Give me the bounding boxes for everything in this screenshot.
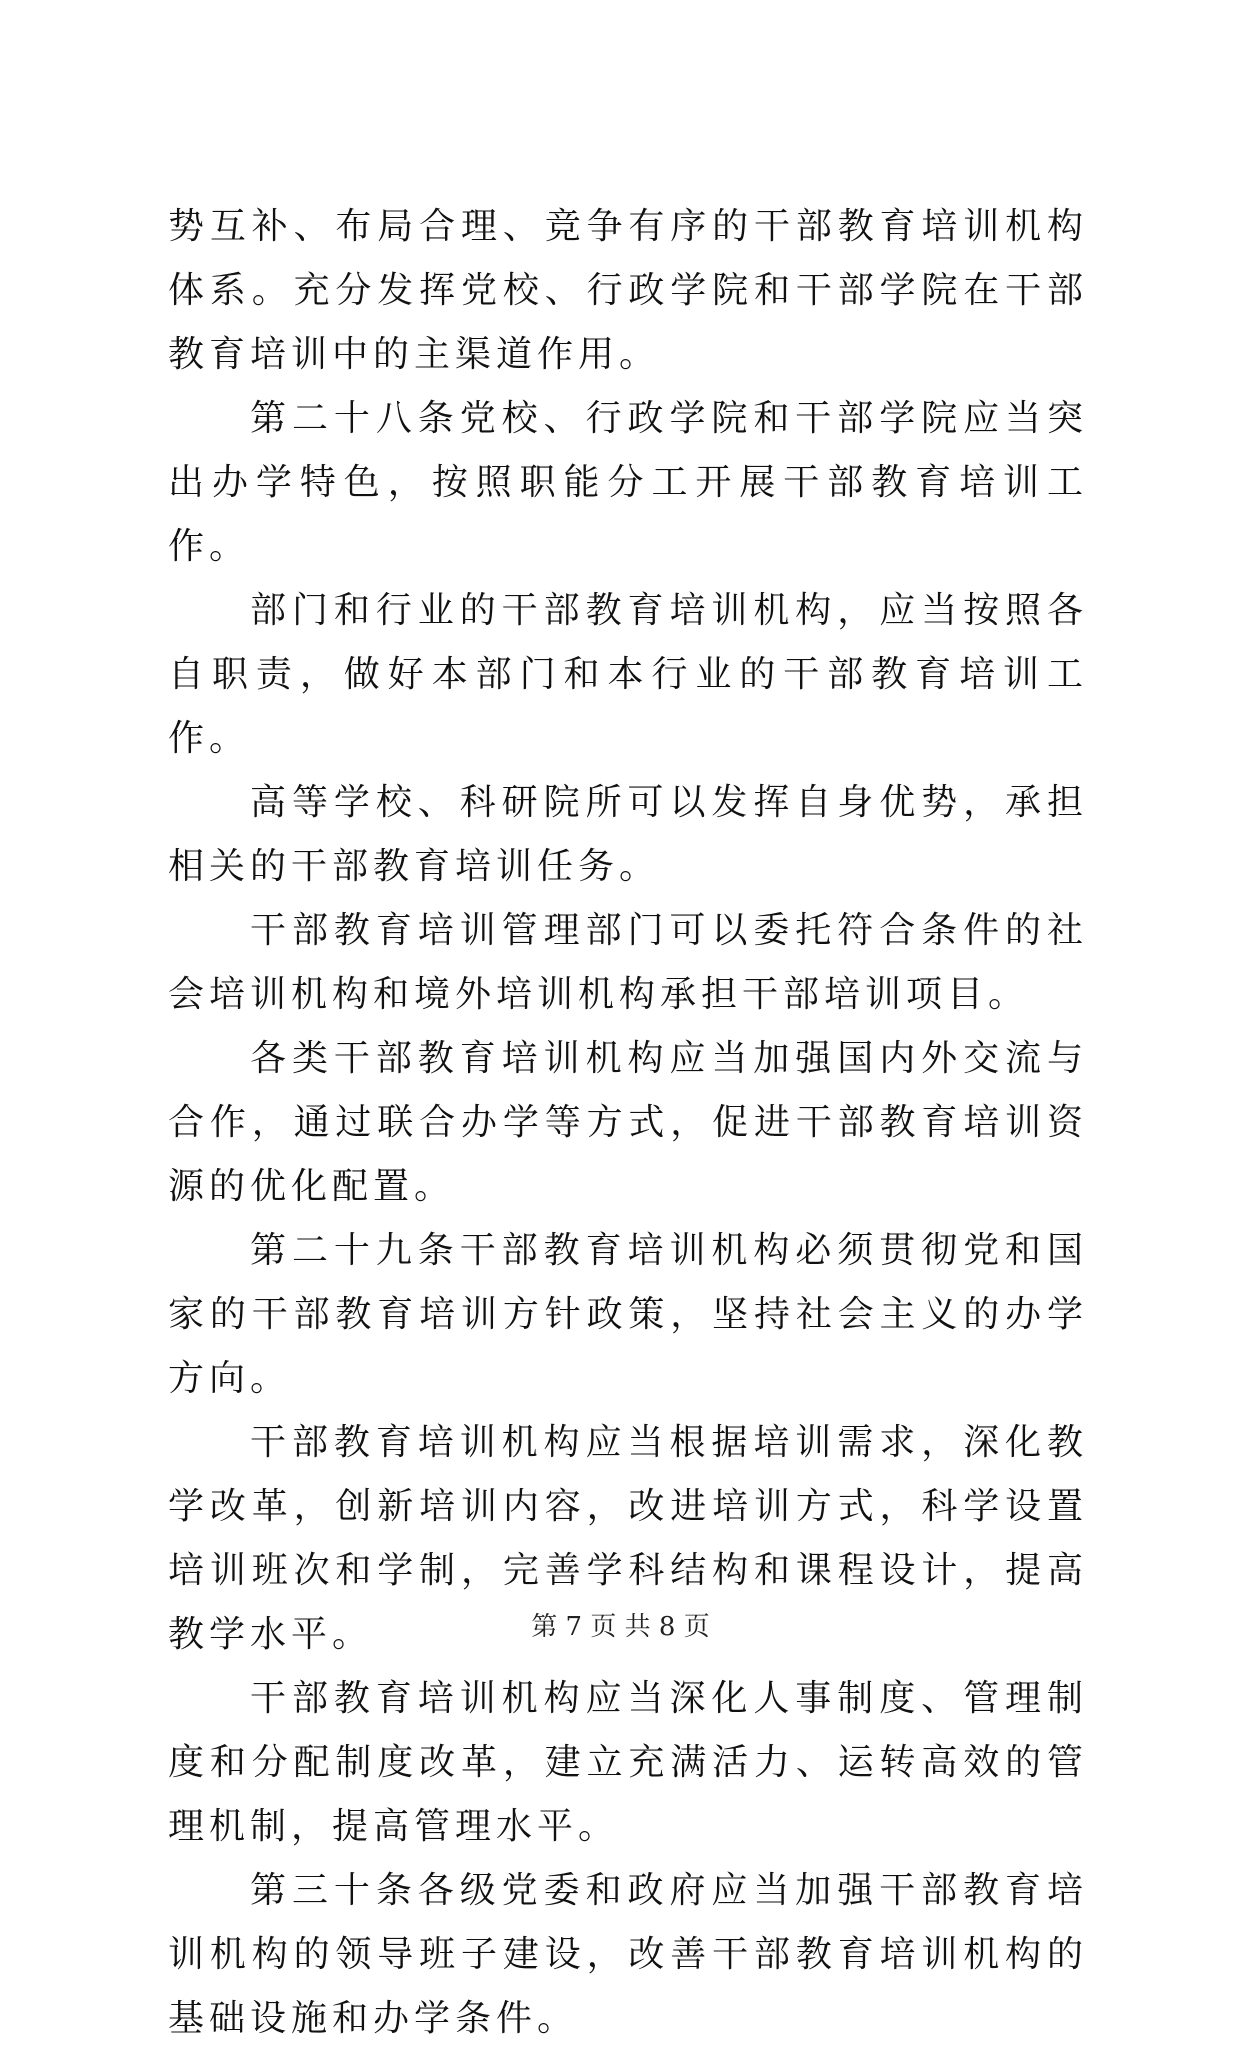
paragraph-7: 第二十九条干部教育培训机构必须贯彻党和国家的干部教育培训方针政策，坚持社会主义的办学方向。	[168, 1230, 1088, 1399]
paragraph-8: 干部教育培训机构应当根据培训需求，深化教学改革，创新培训内容，改进培训方式，科学设置培训班次和学制，完善学科结构和课程设计，提高教学水平。	[168, 1422, 1088, 1655]
paragraph-6: 各类干部教育培训机构应当加强国内外交流与合作，通过联合办学等方式，促进干部教育培训资源的优化配置。	[168, 1038, 1088, 1207]
paragraph-5: 干部教育培训管理部门可以委托符合条件的社会培训机构和境外培训机构承担干部培训项目。	[168, 910, 1088, 1015]
document-body	[168, 195, 1088, 2051]
page-footer	[0, 1606, 1241, 1643]
paragraph-10: 第三十条各级党委和政府应当加强干部教育培训机构的领导班子建设，改善干部教育培训机构的基础设施和办学条件。	[168, 1870, 1088, 2039]
paragraph-9: 干部教育培训机构应当深化人事制度、管理制度和分配制度改革，建立充满活力、运转高效的管理机制，提高管理水平。	[168, 1678, 1088, 1847]
paragraph-2: 第二十八条党校、行政学院和干部学院应当突出办学特色，按照职能分工开展干部教育培训工作。	[168, 398, 1088, 567]
paragraph-1: 势互补、布局合理、竞争有序的干部教育培训机构体系。充分发挥党校、行政学院和干部学院在干部教育培训中的主渠道作用。	[168, 206, 1088, 375]
page-number-label: 第 7 页 共 8 页	[531, 1612, 710, 1642]
paragraph-4: 高等学校、科研院所可以发挥自身优势，承担相关的干部教育培训任务。	[168, 782, 1088, 887]
paragraph-3: 部门和行业的干部教育培训机构，应当按照各自职责，做好本部门和本行业的干部教育培训工作。	[168, 590, 1088, 759]
